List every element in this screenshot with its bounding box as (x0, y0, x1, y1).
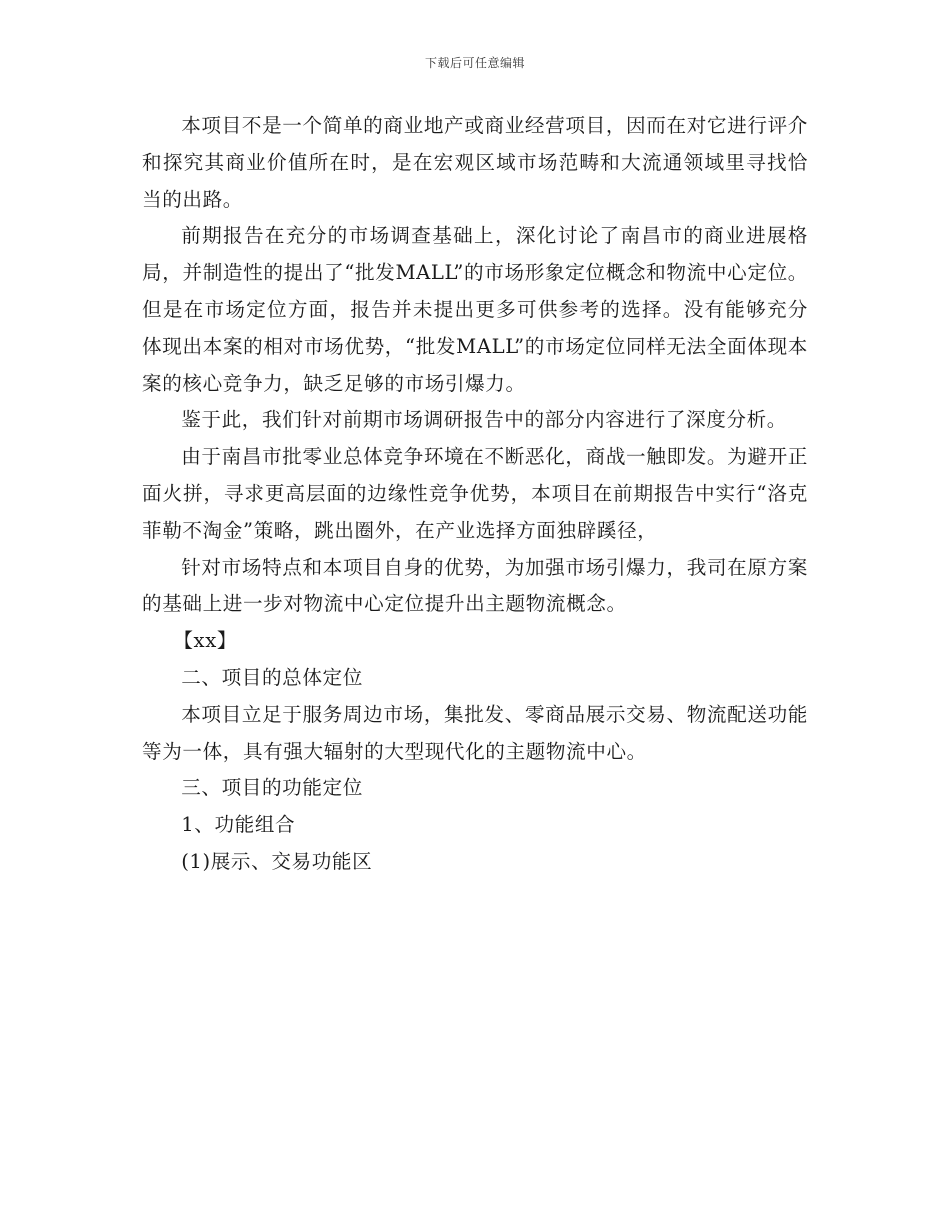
heading-overall-positioning: 二、项目的总体定位 (181, 665, 363, 689)
document-body (142, 108, 808, 881)
heading-display-trade-area: (1)展示、交易功能区 (181, 849, 373, 873)
paragraph-intro: 本项目不是一个简单的商业地产或商业经营项目，因而在对它进行评介和探究其商业价值所在时，是在宏观区域市场范畴和大流通领域里寻找恰当的出路。 (142, 114, 808, 211)
page-header: 下载后可任意编辑 (424, 56, 525, 70)
section-marker: 【xx】 (173, 629, 238, 653)
paragraph-in-view-of-this: 鉴于此，我们针对前期市场调研报告中的部分内容进行了深度分析。 (181, 408, 787, 432)
paragraph-previous-report: 前期报告在充分的市场调查基础上，深化讨论了南昌市的商业进展格局，并制造性的提出了“批发MALL”的市场形象定位概念和物流中心定位。但是在市场定位方面，报告并未提出更多可供参考的选择。没有能够充分体现出本案的相对市场优势，“批发MALL”的市场定位同样无法全面体现本案的核心竞争力，缺乏足够的市场引爆力。 (142, 224, 808, 395)
paragraph-competition: 由于南昌市批零业总体竞争环境在不断恶化，商战一触即发。为避开正面火拼，寻求更高层面的边缘性竞争优势，本项目在前期报告中实行“洛克菲勒不淘金”策略，跳出圈外，在产业选择方面独辟蹊径， (142, 445, 808, 542)
heading-function-combination: 1、功能组合 (181, 813, 296, 837)
paragraph-overall-positioning: 本项目立足于服务周边市场，集批发、零商品展示交易、物流配送功能等为一体，具有强大辐射的大型现代化的主题物流中心。 (142, 702, 808, 763)
heading-function-positioning: 三、项目的功能定位 (181, 776, 363, 800)
paragraph-theme-logistics: 针对市场特点和本项目自身的优势，为加强市场引爆力，我司在原方案的基础上进一步对物流中心定位提升出主题物流概念。 (142, 555, 808, 616)
